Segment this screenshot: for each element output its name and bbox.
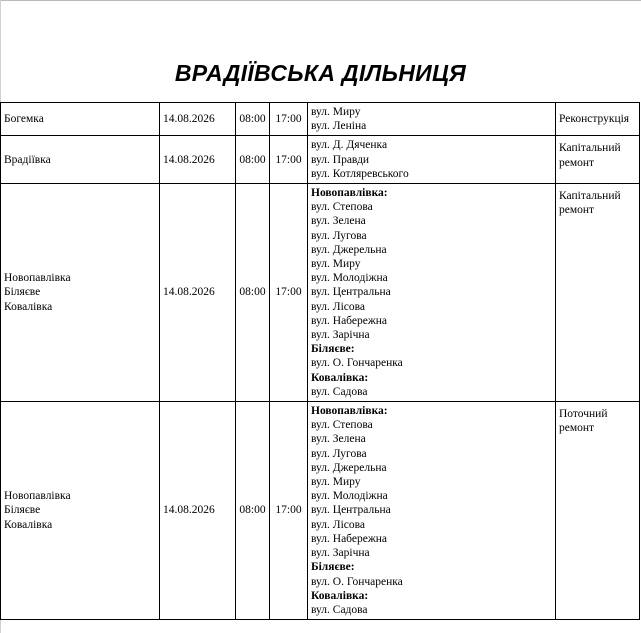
street-name: вул. Молодіжна (311, 490, 388, 503)
outage-date: 14.08.2026 (163, 286, 215, 299)
start-time: 08:00 (239, 113, 266, 126)
outage-schedule-table (0, 102, 640, 620)
settlement-name: Ковалівка (4, 518, 53, 531)
end-time: 17:00 (275, 286, 302, 299)
start-time-cell (236, 103, 270, 136)
table-body (1, 103, 640, 620)
streets-cell (308, 136, 556, 184)
work-type-cell (556, 103, 640, 136)
street-name: вул. Степова (311, 419, 373, 432)
work-type: ремонт (559, 156, 595, 169)
street-name: вул. Набережна (311, 314, 388, 327)
settlement-heading: Новопавлівка: (311, 187, 388, 200)
settlement-name: Біляєве (4, 286, 41, 299)
street-name: вул. Лісова (311, 518, 366, 531)
settlement-name: Врадіївка (4, 153, 51, 166)
streets-cell (308, 184, 556, 402)
street-name: вул. Правди (311, 153, 370, 166)
end-time-cell (270, 184, 308, 402)
outage-date: 14.08.2026 (163, 504, 215, 517)
street-name: вул. Лісова (311, 300, 366, 313)
start-time: 08:00 (239, 153, 266, 166)
settlement-name: Біляєве (4, 504, 41, 517)
work-type: Капітальний (559, 190, 621, 203)
end-time-cell (270, 103, 308, 136)
street-name: вул. Миру (311, 476, 361, 489)
work-type-cell (556, 402, 640, 620)
end-time: 17:00 (275, 504, 302, 517)
settlement-cell (1, 402, 160, 620)
start-time: 08:00 (239, 504, 266, 517)
settlement-cell (1, 103, 160, 136)
work-type: Поточний (559, 408, 608, 421)
street-name: вул. О. Гончаренка (311, 575, 403, 588)
settlement-heading: Новопавлівка: (311, 405, 388, 418)
street-name: вул. Степова (311, 201, 373, 214)
street-name: вул. Миру (311, 106, 361, 118)
work-type: Капітальний (559, 142, 621, 155)
page-title: ВРАДІЇВСЬКА ДІЛЬНИЦЯ (174, 60, 467, 86)
settlement-name: Новопавлівка (4, 490, 71, 503)
date-cell (160, 184, 236, 402)
settlement-heading: Біляєве: (311, 343, 355, 356)
outage-date: 14.08.2026 (163, 113, 215, 126)
settlement-heading: Ковалівка: (311, 589, 369, 602)
start-time: 08:00 (239, 286, 266, 299)
street-name: вул. О. Гончаренка (311, 357, 403, 370)
work-type-cell (556, 184, 640, 402)
start-time-cell (236, 184, 270, 402)
street-name: вул. Садова (311, 603, 368, 616)
end-time-cell (270, 402, 308, 620)
street-name: вул. Зарічна (311, 329, 370, 342)
street-name: вул. Зелена (311, 215, 366, 228)
work-type: Реконструкція (559, 113, 630, 126)
table-row (1, 136, 640, 184)
street-name: вул. Садова (311, 385, 368, 398)
outage-date: 14.08.2026 (163, 153, 215, 166)
street-name: вул. Леніна (311, 120, 367, 133)
date-cell (160, 136, 236, 184)
settlement-cell (1, 184, 160, 402)
work-type-cell (556, 136, 640, 184)
street-name: вул. Миру (311, 258, 361, 271)
street-name: вул. Набережна (311, 532, 388, 545)
table-row (1, 103, 640, 136)
start-time-cell (236, 402, 270, 620)
top-border-line (0, 0, 641, 1)
table-row (1, 184, 640, 402)
settlement-name: Ковалівка (4, 300, 53, 313)
street-name: вул. Лугова (311, 447, 367, 460)
street-name: вул. Д. Дяченка (311, 139, 388, 152)
street-name: вул. Джерельна (311, 243, 387, 256)
street-name: вул. Джерельна (311, 461, 387, 474)
streets-cell (308, 402, 556, 620)
end-time: 17:00 (275, 153, 302, 166)
street-name: вул. Центральна (311, 286, 391, 299)
table-row (1, 402, 640, 620)
date-cell (160, 103, 236, 136)
settlement-cell (1, 136, 160, 184)
street-name: вул. Котляревського (311, 167, 409, 180)
date-cell (160, 402, 236, 620)
settlement-heading: Ковалівка: (311, 371, 369, 384)
start-time-cell (236, 136, 270, 184)
street-name: вул. Молодіжна (311, 272, 388, 285)
street-name: вул. Зелена (311, 433, 366, 446)
settlement-name: Новопавлівка (4, 272, 71, 285)
settlement-name: Богемка (4, 113, 44, 126)
settlement-heading: Біляєве: (311, 561, 355, 574)
work-type: ремонт (559, 204, 595, 217)
street-name: вул. Центральна (311, 504, 391, 517)
end-time: 17:00 (275, 113, 302, 126)
work-type: ремонт (559, 422, 595, 435)
end-time-cell (270, 136, 308, 184)
street-name: вул. Зарічна (311, 547, 370, 560)
streets-cell (308, 103, 556, 136)
street-name: вул. Лугова (311, 229, 367, 242)
